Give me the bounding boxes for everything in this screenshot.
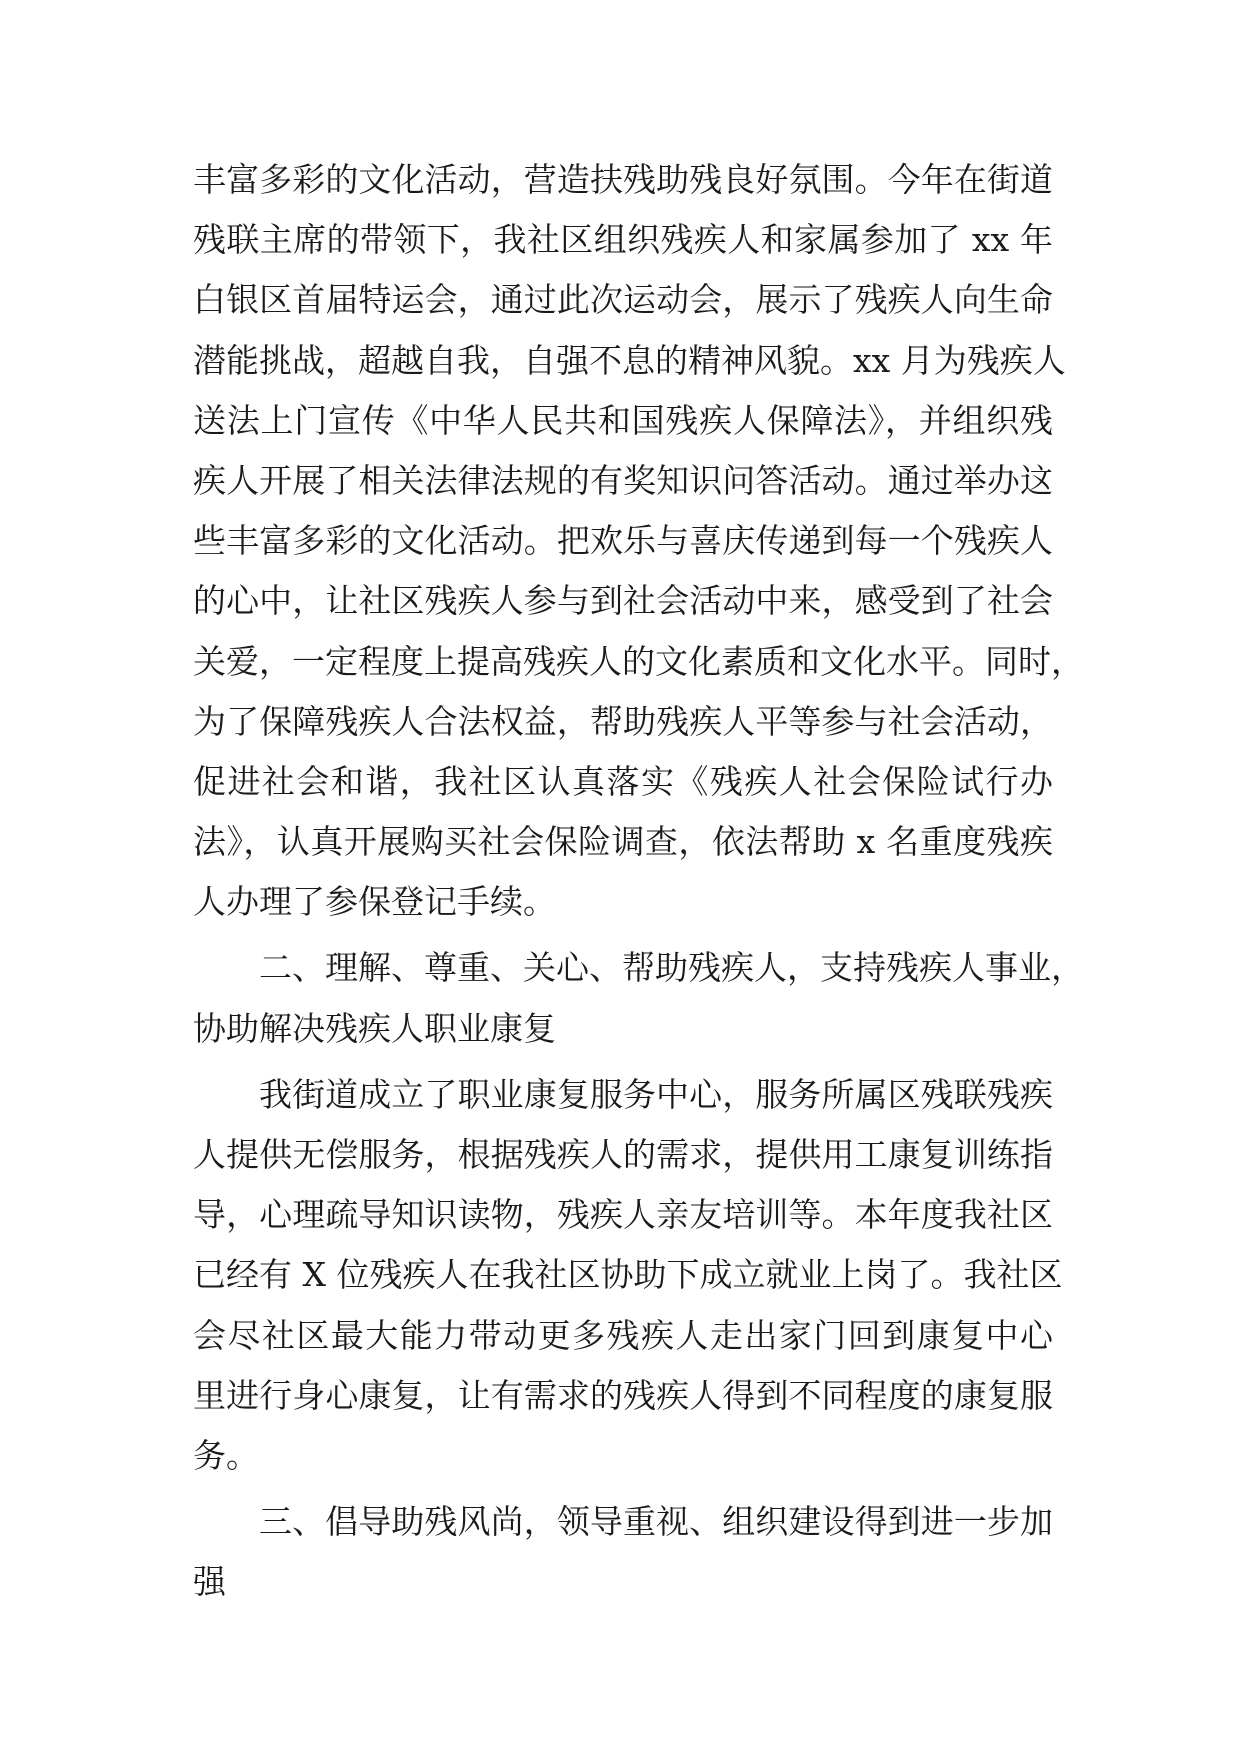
heading-line: 协助解决残疾人职业康复 bbox=[193, 1008, 556, 1048]
section-heading-three bbox=[193, 1492, 1053, 1612]
text-line: 关爱，一定程度上提高残疾人的文化素质和文化水平。同时， bbox=[193, 641, 1084, 681]
paragraph-vocational-rehab bbox=[193, 1065, 1063, 1486]
text-line: 人办理了参保登记手续。 bbox=[193, 882, 556, 922]
text-line: 丰富多彩的文化活动，营造扶残助残良好氛围。今年在街道 bbox=[193, 160, 1053, 199]
text-line: 疾人开展了相关法律法规的有奖知识问答活动。通过举办这 bbox=[193, 460, 1053, 500]
text-line: 务。 bbox=[193, 1435, 259, 1475]
text-line: 送法上门宣传《中华人民共和国残疾人保障法》，并组织残 bbox=[193, 400, 1053, 440]
text-line: 些丰富多彩的文化活动。把欢乐与喜庆传递到每一个残疾人 bbox=[193, 521, 1053, 561]
heading-line: 强 bbox=[193, 1562, 226, 1602]
text-line: 白银区首届特运会，通过此次运动会，展示了残疾人向生命 bbox=[193, 280, 1053, 320]
text-line: 的心中，让社区残疾人参与到社会活动中来，感受到了社会 bbox=[193, 581, 1053, 621]
heading-line: 三、倡导助残风尚，领导重视、组织建设得到进一步加 bbox=[259, 1502, 1053, 1542]
text-line: 已经有 X 位残疾人在我社区协助下成立就业上岗了。我社区 bbox=[193, 1255, 1063, 1295]
document-body bbox=[193, 150, 1084, 1613]
heading-line: 二、理解、尊重、关心、帮助残疾人，支持残疾人事业， bbox=[259, 948, 1084, 988]
text-line: 残联主席的带领下，我社区组织残疾人和家属参加了 xx 年 bbox=[193, 220, 1053, 260]
section-heading-two bbox=[193, 938, 1084, 1058]
text-line: 里进行身心康复，让有需求的残疾人得到不同程度的康复服 bbox=[193, 1375, 1053, 1415]
text-line: 我街道成立了职业康复服务中心，服务所属区残联残疾 bbox=[259, 1074, 1053, 1114]
text-line: 人提供无偿服务，根据残疾人的需求，提供用工康复训练指 bbox=[193, 1135, 1053, 1174]
text-line: 促进社会和谐，我社区认真落实《残疾人社会保险试行办 bbox=[193, 761, 1053, 801]
text-line: 潜能挑战，超越自我，自强不息的精神风貌。xx 月为残疾人 bbox=[193, 340, 1066, 380]
text-line: 会尽社区最大能力带动更多残疾人走出家门回到康复中心 bbox=[193, 1315, 1053, 1355]
paragraph-cultural-activities bbox=[193, 150, 1084, 932]
text-line: 导，心理疏导知识读物，残疾人亲友培训等。本年度我社区 bbox=[193, 1195, 1053, 1235]
text-line: 为了保障残疾人合法权益，帮助残疾人平等参与社会活动， bbox=[193, 701, 1053, 741]
text-line: 法》，认真开展购买社会保险调查，依法帮助 x 名重度残疾 bbox=[193, 822, 1053, 862]
